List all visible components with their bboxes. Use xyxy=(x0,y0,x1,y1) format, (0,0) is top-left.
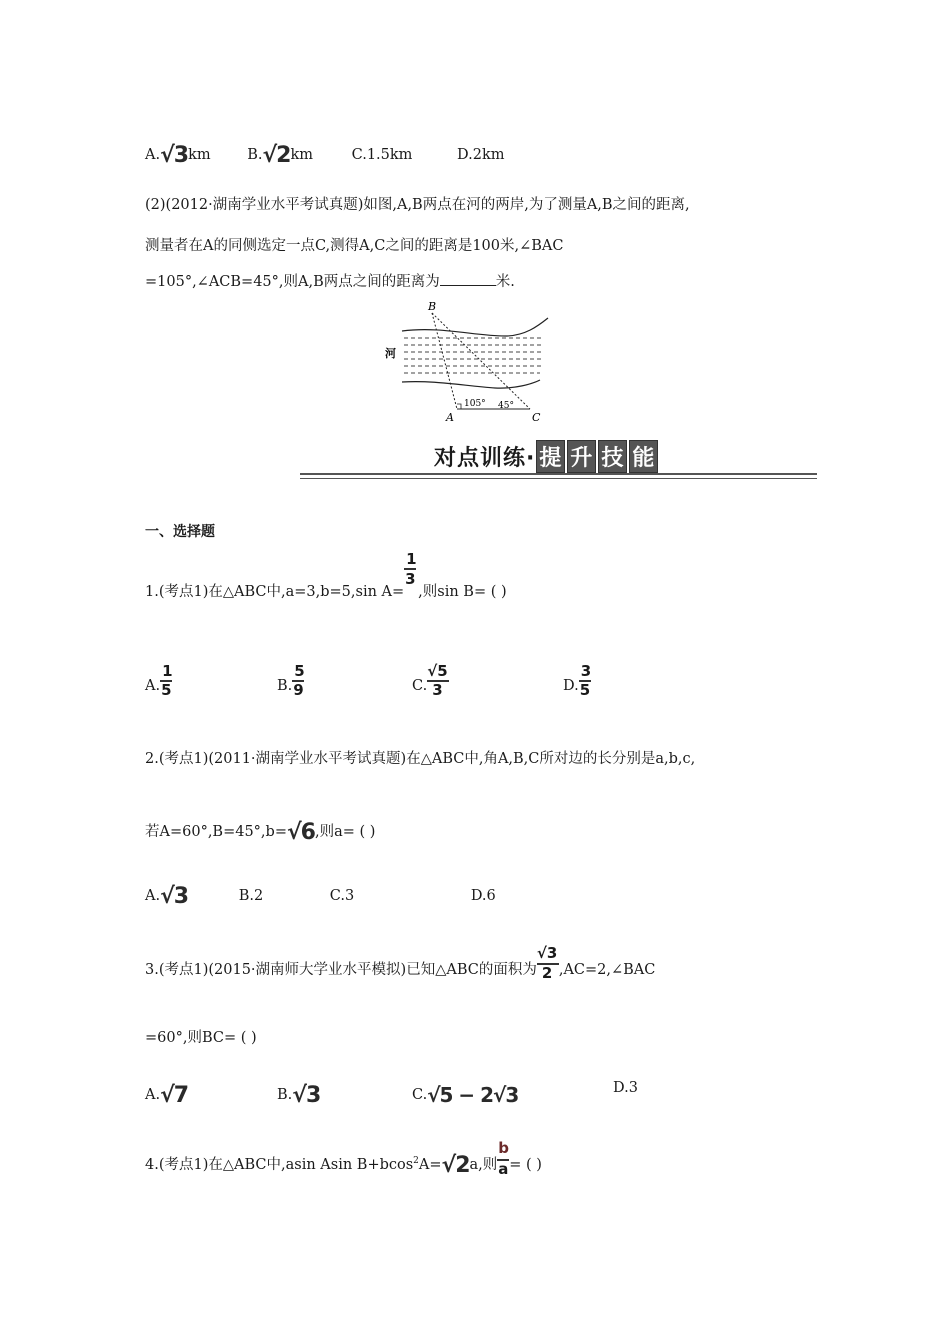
q2-options xyxy=(145,881,496,909)
problem2-line3: =105°,∠ACB=45°,则A,B两点之间的距离为 米. xyxy=(145,274,515,290)
q3-option-d: D.3 xyxy=(613,1080,638,1096)
q1-option-b: B. $\frac{5}{9}$ xyxy=(277,662,305,699)
banner-box-3: 技 xyxy=(598,440,627,473)
sqrt2-math: √2 xyxy=(441,1153,470,1178)
sqrt2-math: √2 xyxy=(262,143,291,168)
banner-box-4: 能 xyxy=(629,440,658,473)
side-AB xyxy=(432,313,457,409)
banner-title: 对点训练· xyxy=(434,446,536,471)
q1-option-c: C. $\frac{√5}{3}$ xyxy=(412,662,448,699)
banner-box-2: 升 xyxy=(567,440,596,473)
angle-A: 105° xyxy=(464,399,486,409)
option-b: B.√2km xyxy=(247,143,314,168)
section-banner xyxy=(434,440,659,473)
option-c: C.1.5km xyxy=(351,147,413,163)
label-A: A xyxy=(446,411,454,424)
section-heading: 一、选择题 xyxy=(145,524,215,540)
q2-line1: 2.(考点1)(2011·湖南学业水平考试真题)在△ABC中,角A,B,C所对边的长分别是a,b,c, xyxy=(145,751,696,767)
q2-option-d: D.6 xyxy=(470,888,496,904)
sqrt6-math: √6 xyxy=(286,820,315,845)
river-top-bank xyxy=(402,318,548,336)
q2-option-a: A.√3 xyxy=(145,884,189,909)
banner-rule-1 xyxy=(300,473,817,475)
label-B: B xyxy=(428,300,437,313)
banner-box-1: 提 xyxy=(536,440,565,473)
q2-option-c: C.3 xyxy=(329,888,355,904)
option-d: D.2km xyxy=(457,147,505,163)
q2-option-b: B.2 xyxy=(238,888,264,904)
side-BC xyxy=(432,313,530,409)
option-a: A.√3km xyxy=(145,143,211,168)
q3-option-a: A.√7 xyxy=(145,1083,189,1108)
q2-line2: 若A=60°,B=45°,b=√6,则a= ( ) xyxy=(145,820,376,845)
banner-rule-2 xyxy=(300,478,817,479)
q4-stem: 4.(考点1)在△ABC中,asin Asin B+bcos$^2$A=√2a,则 $\frac{b}{a}$ = ( ) xyxy=(145,1139,542,1178)
answer-blank xyxy=(440,273,496,286)
q3-option-b: B.√3 xyxy=(277,1083,321,1108)
q1-option-a: A. $\frac{1}{5}$ xyxy=(145,662,173,699)
q1-stem: 1.(考点1)在△ABC中,a=3,b=5,sin A= $\frac{1}{3}$ ,则sin B= ( ) xyxy=(145,550,507,600)
angle-C: 45° xyxy=(498,401,514,411)
q3-line1: 3.(考点1)(2015·湖南师大学业水平模拟)已知△ABC的面积为 $\frac{√3}{2}$ ,AC=2,∠BAC xyxy=(145,944,656,982)
label-river: 河 xyxy=(385,347,396,360)
problem2-line2: 测量者在A的同侧选定一点C,测得A,C之间的距离是100米,∠BAC xyxy=(145,238,564,254)
label-C: C xyxy=(532,411,541,424)
problem2-line1: (2)(2012·湖南学业水平考试真题)如图,A,B两点在河的两岸,为了测量A,B之间的距离, xyxy=(145,197,690,213)
q1-option-d: D. $\frac{3}{5}$ xyxy=(563,662,592,699)
q3-line2: =60°,则BC= ( ) xyxy=(145,1030,257,1046)
top-options xyxy=(145,140,505,168)
river-figure xyxy=(380,296,560,426)
sqrt3-math: √3 xyxy=(160,143,189,168)
river-water xyxy=(404,338,542,373)
river-bottom-bank xyxy=(402,380,540,388)
q1-fraction: $\frac{1}{3}$ xyxy=(405,550,417,588)
q3-option-c: C.√5 − 2√3 xyxy=(412,1083,519,1107)
